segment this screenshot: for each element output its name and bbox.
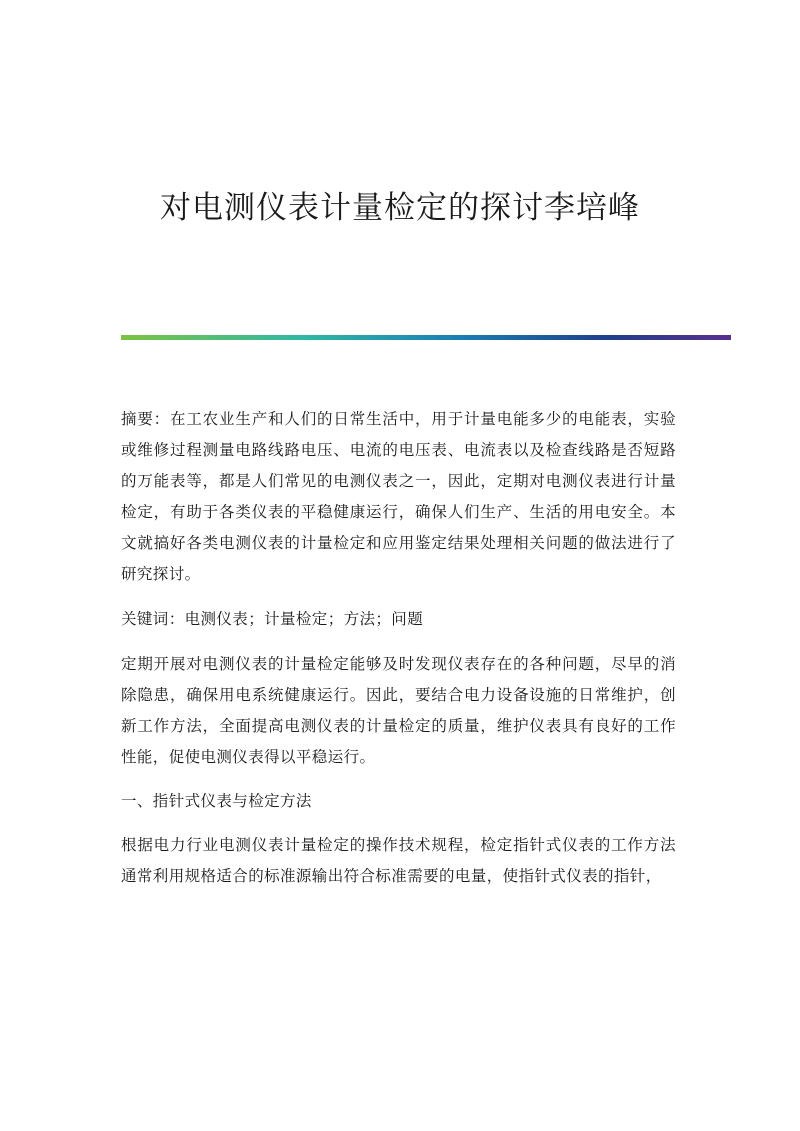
abstract-paragraph: 摘要：在工农业生产和人们的日常生活中，用于计量电能多少的电能表，实验或维修过程测量电路线路电压、电流的电压表、电流表以及检查线路是否短路的万能表等，都是人们常见的电测仪表之一，因此，定期对电测仪表进行计量检定，有助于各类仪表的平稳健康运行，确保人们生产、生活的用电安全。本文就搞好各类电测仪表的计量检定和应用鉴定结果处理相关问题的做法进行了研究探讨。 bbox=[121, 410, 676, 583]
title-divider bbox=[121, 335, 731, 340]
document-title: 对电测仪表计量检定的探讨李培峰 bbox=[160, 190, 640, 226]
intro-paragraph: 定期开展对电测仪表的计量检定能够及时发现仪表存在的各种问题，尽早的消除隐患，确保用电系统健康运行。因此，要结合电力设备设施的日常维护，创新工作方法，全面提高电测仪表的计量检定的质量，维护仪表具有良好的工作性能，促使电测仪表得以平稳运行。 bbox=[121, 655, 676, 766]
keywords-line: 关键词：电测仪表；计量检定；方法；问题 bbox=[121, 610, 424, 628]
document-body bbox=[121, 404, 676, 892]
body-paragraph: 根据电力行业电测仪表计量检定的操作技术规程，检定指针式仪表的工作方法通常利用规格适合的标准源输出符合标准需要的电量，使指针式仪表的指针， bbox=[121, 836, 676, 885]
section-heading: 一、指针式仪表与检定方法 bbox=[121, 792, 312, 810]
